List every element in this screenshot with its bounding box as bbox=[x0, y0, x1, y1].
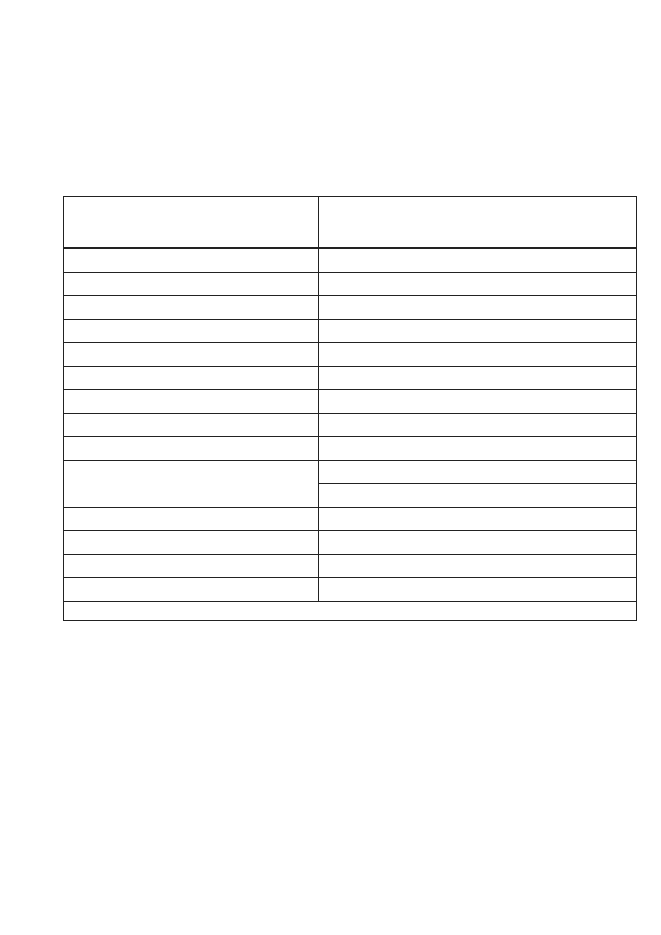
table-row bbox=[64, 531, 637, 555]
cell-interstate bbox=[319, 413, 637, 437]
cell-international bbox=[64, 390, 319, 414]
cell-interstate bbox=[319, 460, 637, 507]
cell-interstate-bottom bbox=[319, 483, 636, 484]
cell-international bbox=[64, 460, 319, 507]
cell-international bbox=[64, 507, 319, 531]
table-header-row bbox=[64, 197, 637, 249]
cell-international bbox=[64, 296, 319, 320]
table-row bbox=[64, 390, 637, 414]
cell-international bbox=[64, 578, 319, 602]
cell-interstate bbox=[319, 248, 637, 272]
structure-comparison-table bbox=[63, 196, 637, 621]
header-interstate bbox=[319, 197, 637, 249]
table-row bbox=[64, 366, 637, 390]
table-row bbox=[64, 296, 637, 320]
cell-interstate bbox=[319, 296, 637, 320]
cell-interstate bbox=[319, 390, 637, 414]
cell-international bbox=[64, 413, 319, 437]
table-row bbox=[64, 437, 637, 461]
cell-international bbox=[64, 319, 319, 343]
table-row bbox=[64, 343, 637, 367]
table-row bbox=[64, 319, 637, 343]
table-row bbox=[64, 460, 637, 507]
cell-interstate bbox=[319, 343, 637, 367]
cell-interstate bbox=[319, 531, 637, 555]
table-row bbox=[64, 413, 637, 437]
table-row bbox=[64, 507, 637, 531]
cell-interstate bbox=[319, 554, 637, 578]
header-international bbox=[64, 197, 319, 249]
cell-international bbox=[64, 366, 319, 390]
cell-international bbox=[64, 531, 319, 555]
cell-international bbox=[64, 343, 319, 367]
cell-international bbox=[64, 554, 319, 578]
cell-interstate bbox=[319, 437, 637, 461]
footnote-row bbox=[64, 601, 637, 620]
cell-interstate bbox=[319, 272, 637, 296]
cell-international bbox=[64, 437, 319, 461]
footnote bbox=[64, 601, 637, 620]
table-row bbox=[64, 578, 637, 602]
cell-international bbox=[64, 248, 319, 272]
cell-international bbox=[64, 272, 319, 296]
table-row bbox=[64, 248, 637, 272]
table-row bbox=[64, 554, 637, 578]
cell-interstate bbox=[319, 319, 637, 343]
cell-interstate bbox=[319, 578, 637, 602]
table-row bbox=[64, 272, 637, 296]
cell-interstate bbox=[319, 507, 637, 531]
cell-interstate bbox=[319, 366, 637, 390]
